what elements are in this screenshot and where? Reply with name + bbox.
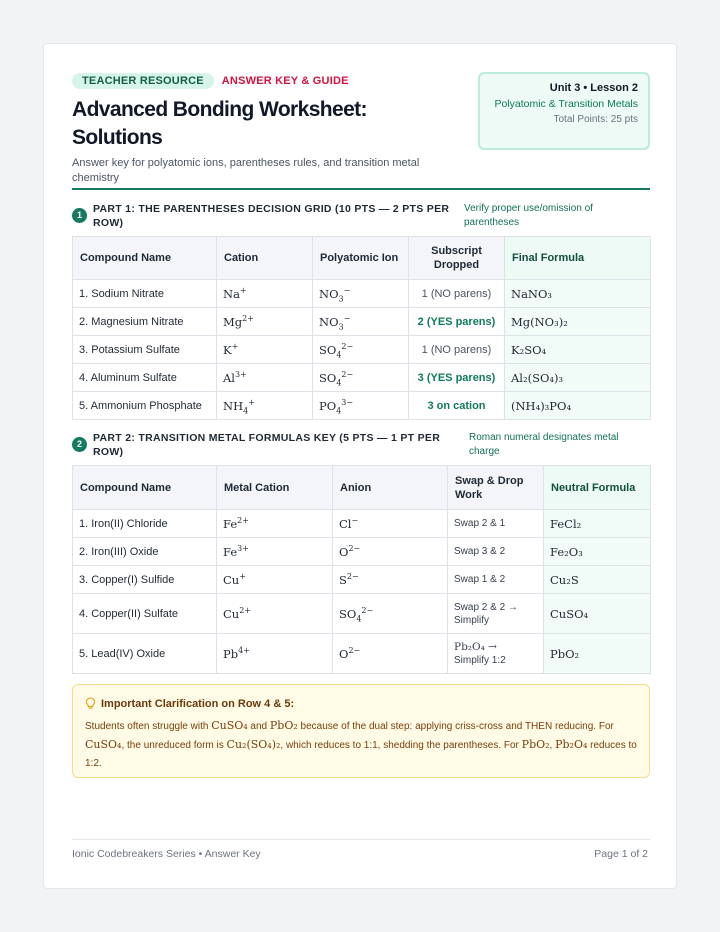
ion-formula: $NO_3^-$ (313, 280, 409, 308)
answer-key-label: ANSWER KEY & GUIDE (221, 75, 349, 87)
col-header: Compound Name (73, 237, 217, 280)
metal-cation: Cu+ (217, 566, 333, 594)
subscript-dropped: 1 (NO parens) (409, 280, 505, 308)
swap-drop-work: Swap 2 & 2 → Simplify (448, 594, 544, 634)
callout-title: Important Clarification on Row 4 & 5: (85, 697, 637, 710)
col-header: Subscript Dropped (409, 237, 505, 280)
col-header: Compound Name (73, 466, 217, 510)
table-row (73, 364, 651, 392)
col-header: Final Formula (505, 237, 651, 280)
table-row (73, 594, 651, 634)
compound-name: 1. Iron(II) Chloride (73, 510, 217, 538)
ion-formula: $NO_3^-$ (313, 308, 409, 336)
part1-table (72, 236, 651, 420)
metal-cation: $Cu^{2+}$ (217, 594, 333, 634)
teacher-resource-badge: TEACHER RESOURCE (72, 73, 214, 89)
table-row (73, 538, 651, 566)
anion: Cl− (333, 510, 448, 538)
col-header: Swap & Drop Work (448, 466, 544, 510)
anion: $S^{2-}$ (333, 566, 448, 594)
final-formula: (NH₄)₃PO₄ (505, 392, 651, 420)
part1-heading (72, 202, 650, 236)
part2-note: Roman numeral designates metal charge (469, 432, 619, 457)
unit-title: Unit 3 • Lesson 2 (549, 82, 638, 94)
table-row (73, 280, 651, 308)
ion-formula: $PO_4^{3-}$ (313, 392, 409, 420)
neutral-formula: PbO₂ (544, 634, 651, 674)
col-header: Polyatomic Ion (313, 237, 409, 280)
metal-cation: $Pb^{4+}$ (217, 634, 333, 674)
col-header: Cation (217, 237, 313, 280)
unit-subtitle: Polyatomic & Transition Metals (494, 98, 638, 110)
part1-title: PART 1: THE PARENTHESES DECISION GRID (10 PTS — 2 PTS PER ROW) (93, 203, 450, 229)
table-row (73, 392, 651, 420)
page-title: Advanced Bonding Worksheet: Solutions (72, 98, 367, 149)
cation-formula: K+ (217, 336, 313, 364)
table-row (73, 634, 651, 674)
anion: $O^{2-}$ (333, 538, 448, 566)
neutral-formula: Fe₂O₃ (544, 538, 651, 566)
page-header (72, 72, 650, 182)
page-number: Page 1 of 2 (594, 848, 648, 860)
table-row (73, 308, 651, 336)
header-divider (72, 188, 650, 190)
part2-table (72, 465, 651, 674)
part1-number-badge: 1 (72, 208, 87, 223)
col-header: Metal Cation (217, 466, 333, 510)
clarification-callout (72, 684, 650, 778)
anion: $SO_4^{2-}$ (333, 594, 448, 634)
swap-drop-work: Pb₂O₄ → Simplify 1:2 (448, 634, 544, 674)
subscript-dropped: 2 (YES parens) (409, 308, 505, 336)
table-row (73, 566, 651, 594)
cation-formula: $NH_4^+$ (217, 392, 313, 420)
metal-cation: $Fe^{3+}$ (217, 538, 333, 566)
final-formula: NaNO₃ (505, 280, 651, 308)
swap-drop-work: Swap 1 & 2 (448, 566, 544, 594)
total-points: Total Points: 25 pts (553, 114, 638, 125)
subscript-dropped: 1 (NO parens) (409, 336, 505, 364)
part2-heading (72, 431, 650, 465)
anion: $O^{2-}$ (333, 634, 448, 674)
cation-formula: Na+ (217, 280, 313, 308)
final-formula: Al₂(SO₄)₃ (505, 364, 651, 392)
cation-formula: $Al^{3+}$ (217, 364, 313, 392)
compound-name: 4. Aluminum Sulfate (73, 364, 217, 392)
ion-formula: $SO_4^{2-}$ (313, 336, 409, 364)
part2-title: PART 2: TRANSITION METAL FORMULAS KEY (5 PTS — 1 PT PER ROW) (93, 432, 441, 458)
compound-name: 3. Potassium Sulfate (73, 336, 217, 364)
neutral-formula: FeCl₂ (544, 510, 651, 538)
neutral-formula: Cu₂S (544, 566, 651, 594)
footer-divider (72, 839, 650, 840)
compound-name: 5. Lead(IV) Oxide (73, 634, 217, 674)
table-row (73, 510, 651, 538)
footer-series: Ionic Codebreakers Series • Answer Key (72, 848, 261, 860)
cation-formula: $Mg^{2+}$ (217, 308, 313, 336)
page-subtitle: Answer key for polyatomic ions, parentheses rules, and transition metal chemistry (72, 157, 420, 184)
col-header: Anion (333, 466, 448, 510)
compound-name: 4. Copper(II) Sulfate (73, 594, 217, 634)
neutral-formula: CuSO₄ (544, 594, 651, 634)
compound-name: 2. Iron(III) Oxide (73, 538, 217, 566)
compound-name: 3. Copper(I) Sulfide (73, 566, 217, 594)
table-row (73, 336, 651, 364)
part1-note: Verify proper use/omission of parentheses (464, 203, 593, 228)
callout-text: Students often struggle with CuSO₄ and PbO₂ because of the dual step: applying criss-cross and THEN reducing. For CuSO₄, the unreduced form is Cu₂(SO₄)₂, which reduces to 1:1, shedding the parentheses. For PbO₂, Pb₂O₄ reduces to 1:2. (85, 719, 637, 769)
swap-drop-work: Swap 3 & 2 (448, 538, 544, 566)
unit-info-box (478, 72, 650, 150)
metal-cation: $Fe^{2+}$ (217, 510, 333, 538)
subscript-dropped: 3 on cation (409, 392, 505, 420)
final-formula: K₂SO₄ (505, 336, 651, 364)
col-header: Neutral Formula (544, 466, 651, 510)
lightbulb-icon (85, 697, 96, 710)
worksheet-page (43, 43, 677, 889)
subscript-dropped: 3 (YES parens) (409, 364, 505, 392)
final-formula: Mg(NO₃)₂ (505, 308, 651, 336)
ion-formula: $SO_4^{2-}$ (313, 364, 409, 392)
compound-name: 1. Sodium Nitrate (73, 280, 217, 308)
compound-name: 2. Magnesium Nitrate (73, 308, 217, 336)
swap-drop-work: Swap 2 & 1 (448, 510, 544, 538)
part2-number-badge: 2 (72, 437, 87, 452)
compound-name: 5. Ammonium Phosphate (73, 392, 217, 420)
